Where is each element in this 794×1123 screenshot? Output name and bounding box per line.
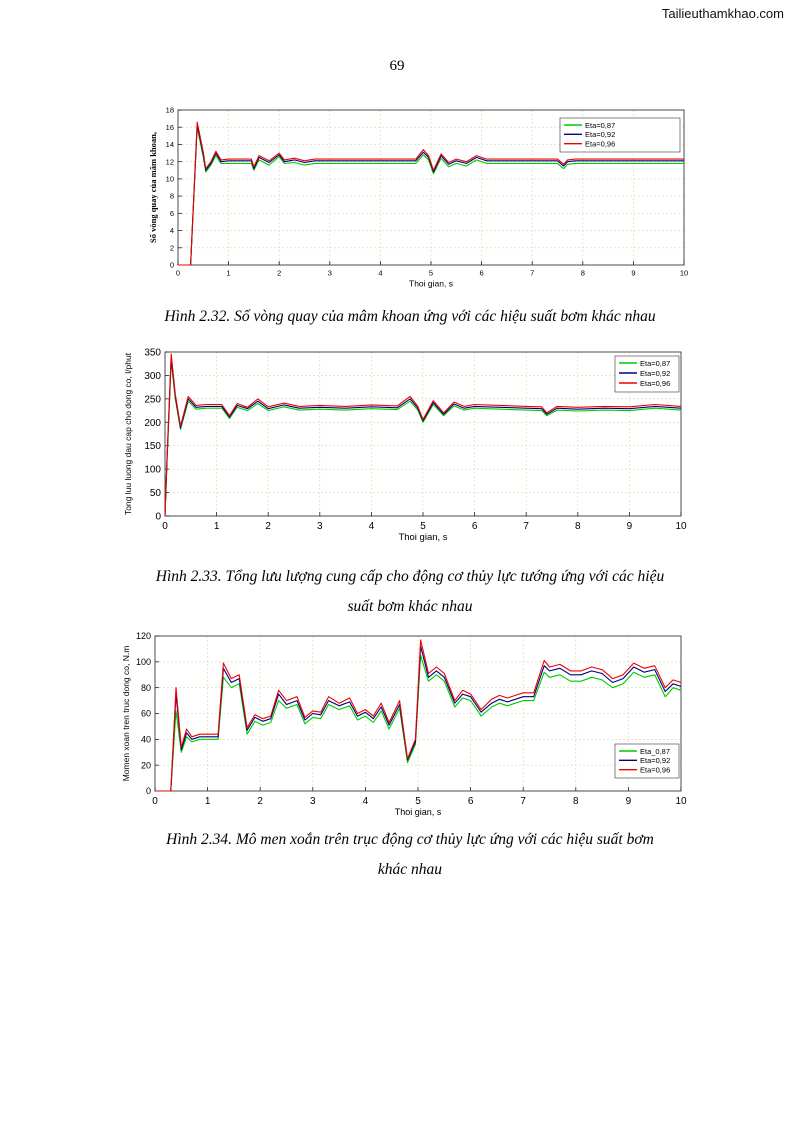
x-axis-label: Thoi gian, s: [409, 278, 453, 289]
x-tick-label: 2: [257, 796, 263, 807]
legend-entry: Eta=0,92: [585, 130, 616, 140]
caption-figure-3-line1: Hình 2.34. Mô men xoắn trên trục động cơ thủy lực ứng với các hiệu suất bơm: [166, 831, 654, 848]
y-tick-label: 12: [165, 157, 174, 167]
x-tick-label: 5: [415, 796, 421, 807]
x-tick-label: 0: [162, 521, 168, 532]
x-tick-label: 9: [625, 796, 632, 807]
x-axis-label: Thoi gian, s: [398, 532, 448, 543]
legend-entry: Eta=0,87: [585, 120, 616, 130]
x-tick-label: 4: [362, 796, 369, 807]
grid: [165, 352, 681, 516]
figure-2: [115, 342, 695, 552]
page-number: 69: [389, 58, 405, 74]
x-tick-label: 0: [175, 268, 181, 278]
y-tick-label: 8: [169, 191, 174, 201]
legend-entry: Eta=0,96: [640, 378, 671, 388]
x-tick-label: 6: [467, 796, 474, 807]
x-tick-label: 4: [378, 268, 383, 278]
x-tick-label: 8: [580, 268, 585, 278]
y-tick-label: 14: [165, 140, 174, 150]
x-tick-label: 8: [573, 796, 579, 807]
caption-figure-3: [100, 825, 720, 885]
x-tick-label: 6: [471, 521, 478, 532]
x-tick-label: 6: [479, 268, 484, 278]
chart-spindle-speed: [130, 100, 710, 289]
figure-3: [115, 628, 695, 820]
y-tick-label: 20: [140, 760, 151, 771]
x-tick-label: 10: [675, 521, 687, 532]
caption-figure-3-line2: khác nhau: [377, 861, 443, 878]
x-tick-label: 7: [523, 521, 529, 532]
x-tick-label: 1: [204, 796, 211, 807]
y-axis-label: Momen xoan tren truc dong co, N.m: [121, 645, 131, 782]
y-tick-label: 0: [169, 260, 174, 270]
legend: [615, 744, 679, 778]
grid: [155, 636, 681, 791]
legend-entry: Eta_0,87: [640, 746, 671, 756]
x-tick-label: 3: [317, 521, 323, 532]
y-tick-label: 2: [169, 243, 174, 253]
legend-entry: Eta=0,92: [640, 756, 671, 766]
x-tick-label: 3: [310, 796, 316, 807]
y-tick-label: 150: [144, 441, 161, 453]
x-tick-label: 8: [575, 521, 581, 532]
legend-entry: Eta=0,92: [640, 368, 671, 378]
caption-figure-1: Hình 2.32. Số vòng quay của mâm khoan ứng với các hiệu suất bơm khác nhau: [164, 308, 656, 325]
x-tick-label: 2: [265, 521, 271, 532]
y-tick-label: 40: [140, 734, 151, 745]
x-tick-label: 9: [631, 268, 636, 278]
series-line-1: [155, 655, 681, 791]
y-tick-label: 350: [144, 347, 161, 359]
x-tick-label: 0: [152, 796, 158, 807]
legend-entry: Eta=0,96: [640, 765, 671, 775]
legend-entry: Eta=0,96: [585, 139, 616, 149]
y-axis-label: Số vòng quay của mâm khoan,: [148, 131, 158, 244]
legend-entry: Eta=0,87: [640, 358, 671, 368]
y-tick-label: 60: [140, 708, 151, 719]
y-tick-label: 0: [145, 786, 151, 797]
legend: [615, 356, 679, 392]
y-tick-label: 6: [169, 208, 174, 218]
x-axis-label: Thoi gian, s: [394, 807, 442, 817]
y-tick-label: 250: [144, 394, 161, 406]
chart-total-flow: [115, 342, 695, 552]
watermark: Tailieuthamkhao.com: [661, 6, 784, 21]
y-tick-label: 300: [144, 370, 161, 382]
figure-1: [130, 100, 710, 289]
series-line-3: [165, 354, 681, 516]
y-tick-label: 0: [155, 511, 161, 523]
x-tick-label: 7: [530, 268, 535, 278]
caption-figure-2-line1: Hình 2.33. Tổng lưu lượng cung cấp cho động cơ thủy lực tướng ứng với các hiệu: [155, 568, 665, 585]
y-tick-label: 80: [140, 682, 151, 693]
y-tick-label: 4: [169, 226, 174, 236]
y-tick-label: 10: [165, 174, 174, 184]
y-tick-label: 50: [149, 488, 161, 500]
y-axis-label: Tong luu luong dau cap cho dong co, l/phut: [123, 352, 133, 516]
caption-figure-2: [100, 562, 720, 622]
x-tick-label: 9: [626, 521, 633, 532]
caption-figure-2-line2: suất bơm khác nhau: [347, 598, 473, 615]
x-tick-label: 4: [368, 521, 375, 532]
y-tick-label: 100: [135, 656, 151, 667]
y-tick-label: 120: [135, 631, 151, 642]
x-tick-label: 10: [679, 268, 689, 278]
x-tick-label: 5: [428, 268, 434, 278]
x-tick-label: 3: [327, 268, 332, 278]
y-tick-label: 200: [144, 417, 161, 429]
x-tick-label: 5: [420, 521, 426, 532]
x-tick-label: 1: [213, 521, 220, 532]
y-tick-label: 100: [144, 464, 161, 476]
legend: [560, 118, 680, 152]
x-tick-label: 7: [520, 796, 526, 807]
y-tick-label: 18: [165, 105, 174, 115]
chart-torque: [115, 628, 695, 820]
x-tick-label: 2: [277, 268, 282, 278]
x-tick-label: 1: [226, 268, 231, 278]
y-tick-label: 16: [165, 122, 174, 132]
x-tick-label: 10: [675, 796, 687, 807]
